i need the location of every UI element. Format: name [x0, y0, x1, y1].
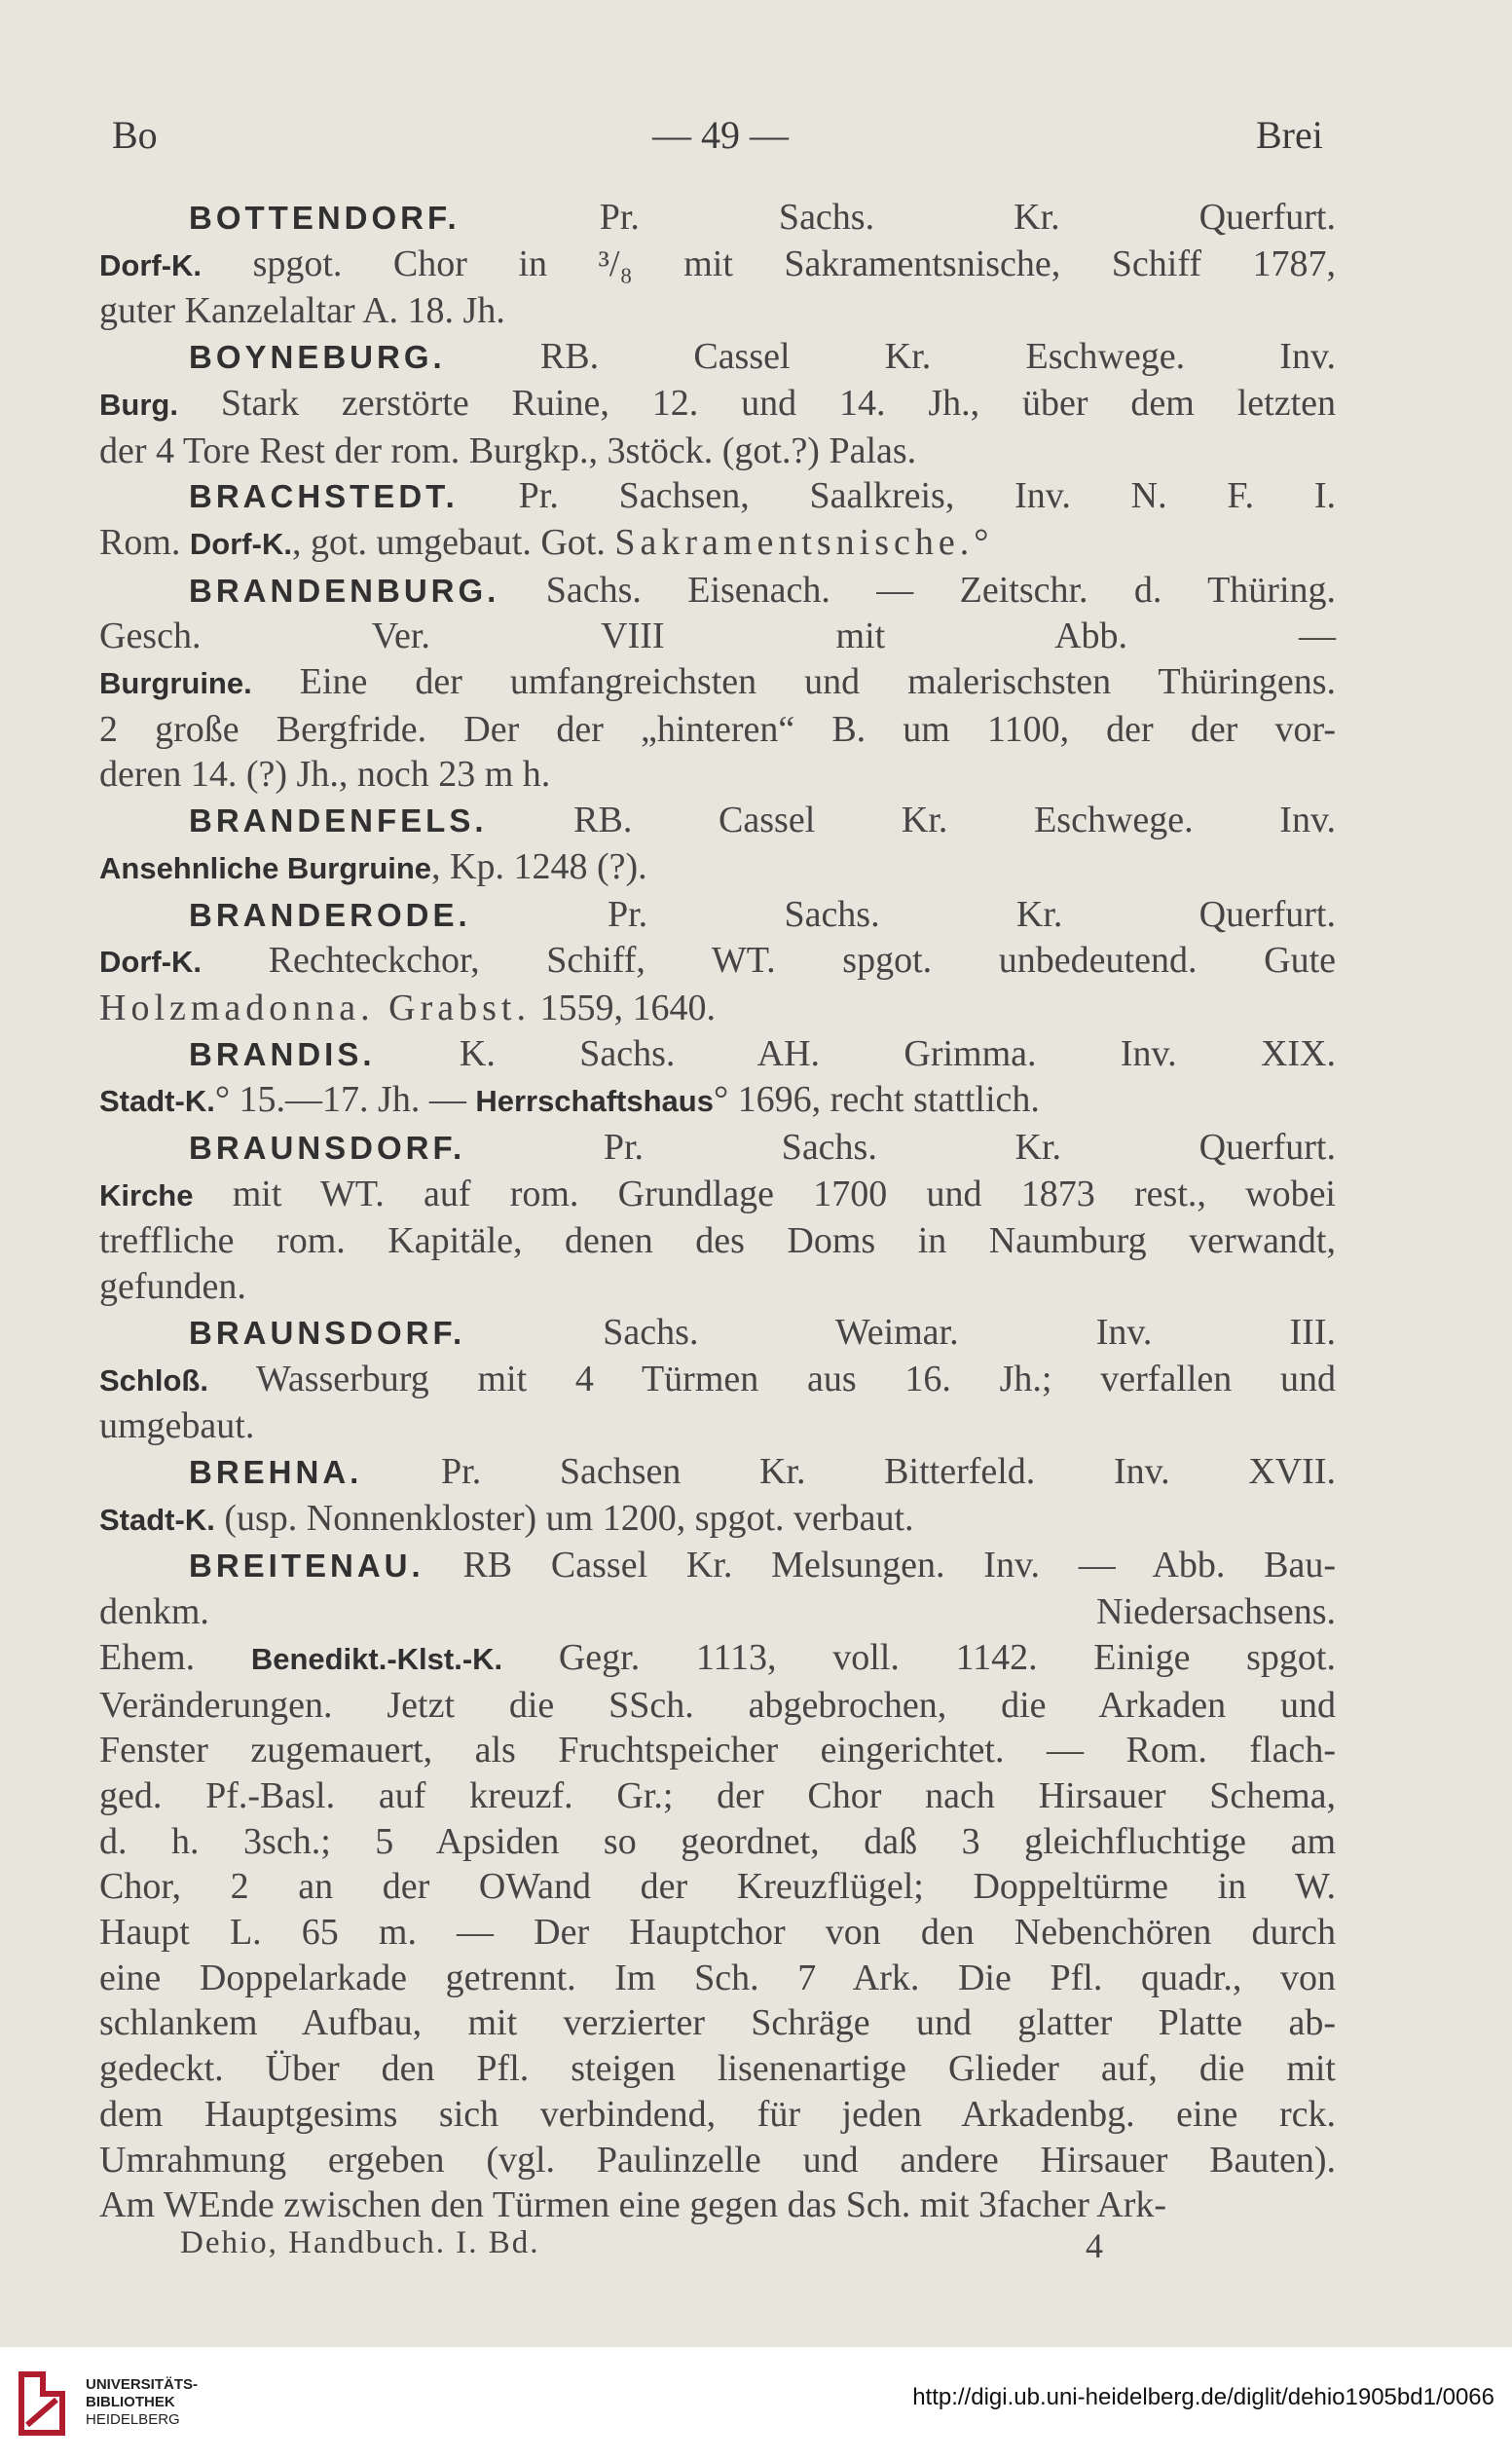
text-run: Eine der umfangreichsten und malerischsten Thüringens.	[251, 661, 1336, 703]
page-number: — 49 —	[652, 113, 789, 157]
text-line	[99, 1031, 1336, 1078]
monument-label: Stadt-K.	[99, 1084, 215, 1119]
text-run: Holzmadonna. Grabst.	[99, 987, 531, 1028]
text-line	[99, 1357, 1336, 1404]
text-run: RB. Cassel Kr. Eschwege. Inv.	[487, 800, 1336, 841]
text-run: Wasserburg mit 4 Türmen aus 16. Jh.; verfallen und	[207, 1358, 1336, 1399]
text-line	[99, 1635, 1336, 1683]
text-run: Am WEnde zwischen den Türmen eine gegen das Sch. mit 3facher Ark-	[99, 2184, 1167, 2226]
text-line	[99, 1683, 1336, 1729]
text-line	[99, 2000, 1336, 2046]
text-run: RB Cassel Kr. Melsungen. Inv. — Abb. Bau-	[424, 1545, 1336, 1586]
text-line	[99, 1910, 1336, 1956]
text-line	[99, 1543, 1336, 1589]
text-line	[99, 1125, 1336, 1172]
text-line	[99, 938, 1336, 986]
text-line	[99, 1728, 1336, 1773]
text-run: Ehem.	[99, 1636, 251, 1678]
text-run: (usp. Nonnenkloster) um 1200, spgot. verbaut.	[214, 1497, 914, 1539]
text-run: eine Doppelarkade getrennt. Im Sch. 7 Ark. Die Pfl. quadr., von	[99, 1957, 1336, 1998]
place-name: BRAUNSDORF.	[189, 1130, 466, 1167]
text-run: gefunden.	[99, 1266, 246, 1308]
place-name: BRANDENBURG.	[189, 572, 500, 609]
text-line	[99, 2182, 1336, 2228]
text-line	[99, 2092, 1336, 2138]
text-line	[99, 195, 1336, 242]
text-run: deren 14. (?) Jh., noch 23 m h.	[99, 754, 551, 796]
text-line	[99, 288, 1336, 334]
permalink-url[interactable]: http://digi.ub.uni-heidelberg.de/diglit/dehio1905bd1/0066	[912, 2384, 1494, 2410]
text-line	[99, 1218, 1336, 1264]
signature-mark: 4	[1086, 2226, 1103, 2265]
monument-label: Kirche	[99, 1177, 194, 1212]
text-line	[99, 1172, 1336, 1219]
text-run: ged. Pf.-Basl. auf kreuzf. Gr.; der Chor nach Hirsauer Schema,	[99, 1774, 1336, 1816]
text-line	[99, 381, 1336, 429]
text-run: 1559, 1640.	[530, 987, 716, 1028]
text-run: der 4 Tore Rest der rom. Burgkp., 3stöck. (got.?) Palas.	[99, 429, 917, 471]
monument-label: Stadt-K.	[99, 1502, 215, 1537]
text-run: schlankem Aufbau, mit verzierter Schräge und glatter Platte ab-	[99, 2002, 1336, 2044]
text-line	[99, 614, 1336, 659]
text-run: Sachs. Weimar. Inv. III.	[465, 1311, 1336, 1353]
library-name-line-1: UNIVERSITÄTS-	[86, 2376, 199, 2393]
text-run: Pr. Sachs. Kr. Querfurt.	[460, 197, 1336, 238]
text-run: Haupt L. 65 m. — Der Hauptchor von den Nebenchören durch	[99, 1912, 1336, 1954]
text-run: denkm. Niedersachsens.	[99, 1591, 1336, 1633]
place-name: BRANDIS.	[189, 1035, 376, 1072]
place-name: BREHNA.	[189, 1453, 363, 1490]
text-run: Stark zerstörte Ruine, 12. und 14. Jh., über dem letzten	[177, 382, 1336, 424]
text-run: mit WT. auf rom. Grundlage 1700 und 1873 rest., wobei	[193, 1173, 1336, 1214]
text-run: Chor, 2 an der OWand der Kreuzflügel; Doppeltürme in W.	[99, 1866, 1336, 1908]
text-run: RB. Cassel Kr. Eschwege. Inv.	[445, 336, 1336, 378]
text-line	[99, 334, 1336, 381]
text-run: Sachs. Eisenach. — Zeitschr. d. Thüring.	[499, 569, 1336, 611]
text-run: Pr. Sachsen Kr. Bitterfeld. Inv. XVII.	[362, 1450, 1336, 1492]
text-run: , got. umgebaut. Got.	[291, 521, 615, 563]
text-line	[99, 1310, 1336, 1357]
text-line	[99, 986, 1336, 1031]
text-run: d. h. 3sch.; 5 Apsiden so geordnet, daß 3 gleichfluchtige am	[99, 1820, 1336, 1862]
text-line	[99, 473, 1336, 520]
library-name-line-3: HEIDELBERG	[86, 2411, 180, 2428]
text-line	[99, 1077, 1336, 1125]
monument-label: Dorf-K.	[99, 247, 203, 282]
place-name: BRANDERODE.	[189, 896, 471, 933]
text-line	[99, 520, 1336, 568]
text-line	[99, 1449, 1336, 1496]
text-run: Rechteckchor, Schiff, WT. spgot. unbedeutend. Gute	[202, 940, 1336, 982]
text-run: , Kp. 1248 (?).	[431, 845, 647, 887]
text-run: Pr. Sachsen, Saalkreis, Inv. N. F. I.	[458, 475, 1336, 517]
text-line	[99, 798, 1336, 844]
text-line	[99, 844, 1336, 892]
text-run: Pr. Sachs. Kr. Querfurt.	[470, 893, 1336, 935]
monument-label: Ansehnliche Burgruine	[99, 850, 432, 885]
library-name	[86, 2376, 198, 2429]
running-head-right: Brei	[1256, 113, 1323, 157]
monument-label: Schloß.	[99, 1362, 208, 1398]
place-name: BREITENAU.	[189, 1547, 424, 1585]
text-line	[99, 707, 1336, 753]
text-run: Sakramentsnische.	[614, 521, 975, 563]
text-line	[99, 429, 1336, 474]
monument-label: Dorf-K.	[99, 945, 203, 980]
text-run: guter Kanzelaltar A. 18. Jh.	[99, 290, 505, 332]
text-run: treffliche rom. Kapitäle, denen des Doms in Naumburg verwandt,	[99, 1220, 1336, 1262]
page-body	[99, 195, 1336, 2228]
text-run: spgot. Chor in ³/₈ mit Sakramentsnische, Schiff 1787,	[202, 242, 1336, 284]
text-line	[99, 1589, 1336, 1635]
text-line	[99, 1264, 1336, 1310]
running-head-left: Bo	[112, 113, 158, 157]
text-line	[99, 892, 1336, 939]
text-line	[99, 2138, 1336, 2183]
place-name: BRACHSTEDT.	[189, 478, 459, 515]
text-run: Rom.	[99, 521, 190, 563]
text-run: Umrahmung ergeben (vgl. Paulinzelle und andere Hirsauer Bauten).	[99, 2139, 1336, 2181]
monument-label: Burgruine.	[99, 666, 252, 701]
text-line	[99, 568, 1336, 615]
text-line	[99, 2046, 1336, 2092]
text-run: gedeckt. Über den Pfl. steigen lisenenartige Glieder auf, die mit	[99, 2048, 1336, 2090]
text-line	[99, 659, 1336, 707]
footer-source: Dehio, Handbuch. I. Bd.	[180, 2225, 540, 2260]
monument-label: Dorf-K.	[189, 526, 292, 561]
text-run: dem Hauptgesims sich verbindend, für jeden Arkadenbg. eine rck.	[99, 2093, 1336, 2135]
monument-label: Herrschaftshaus	[475, 1084, 714, 1119]
text-run: °	[974, 521, 989, 563]
text-line	[99, 752, 1336, 798]
place-name: BRAUNSDORF.	[189, 1314, 466, 1351]
text-line	[99, 1864, 1336, 1910]
text-line	[99, 1773, 1336, 1819]
text-run: Gegr. 1113, voll. 1142. Einige spgot.	[502, 1636, 1336, 1678]
text-line	[99, 1956, 1336, 2001]
place-name: BOTTENDORF.	[189, 200, 461, 236]
monument-label: Burg.	[99, 387, 178, 422]
library-name-line-2: BIBLIOTHEK	[86, 2394, 175, 2410]
text-line	[99, 1403, 1336, 1449]
text-line	[99, 1819, 1336, 1865]
text-run: Pr. Sachs. Kr. Querfurt.	[465, 1127, 1336, 1169]
text-run: Gesch. Ver. VIII mit Abb. —	[99, 615, 1336, 657]
text-run: Fenster zugemauert, als Fruchtspeicher eingerichtet. — Rom. flach-	[99, 1730, 1336, 1771]
text-run: ° 15.—17. Jh. —	[214, 1079, 476, 1121]
text-line	[99, 1496, 1336, 1544]
monument-label: Benedikt.-Klst.-K.	[250, 1641, 503, 1676]
text-run: ° 1696, recht stattlich.	[713, 1079, 1040, 1121]
text-run: K. Sachs. AH. Grimma. Inv. XIX.	[375, 1032, 1336, 1074]
text-line	[99, 242, 1336, 289]
place-name: BOYNEBURG.	[189, 339, 446, 376]
place-name: BRANDENFELS.	[189, 802, 488, 839]
text-run: 2 große Bergfride. Der der „hinteren“ B. um 1100, der der vor-	[99, 708, 1336, 750]
text-run: umgebaut.	[99, 1405, 255, 1447]
text-run: Veränderungen. Jetzt die SSch. abgebrochen, die Arkaden und	[99, 1684, 1336, 1726]
